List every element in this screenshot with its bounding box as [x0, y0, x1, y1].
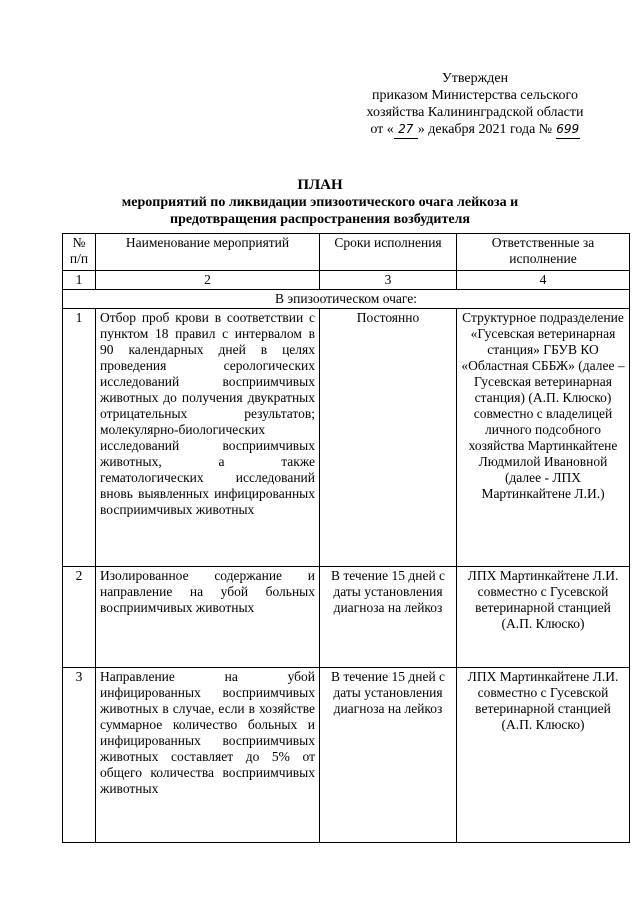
section-row	[63, 290, 630, 309]
row-action: Изолированное содержание и направление на убой больных восприимчивых животных	[96, 567, 320, 668]
table-header-row	[63, 234, 630, 271]
approval-line-1: Утвержден	[441, 71, 509, 86]
row-number: 2	[63, 567, 96, 668]
row-responsible: ЛПХ Мартинкайтене Л.И. совместно с Гусевской ветеринарной станцией (А.П. Клюско)	[457, 668, 630, 843]
approval-line-3: хозяйства Калининградской области	[366, 105, 584, 120]
table-row	[63, 668, 630, 843]
row-term: Постоянно	[320, 309, 457, 567]
date-day-handwritten: 27	[394, 121, 418, 139]
approval-block	[340, 70, 610, 139]
plan-title: ПЛАН	[297, 177, 343, 193]
order-number-handwritten: 699	[556, 121, 580, 139]
measures-table	[62, 233, 630, 843]
header-term: Сроки исполнения	[320, 234, 457, 271]
plan-subtitle: мероприятий по ликвидации эпизоотического очага лейкоза и предотвращения распространения возбудителя	[121, 195, 519, 227]
header-responsible: Ответственные за исполнение	[457, 234, 630, 271]
approval-line-2: приказом Министерства сельского	[372, 88, 578, 103]
row-number: 1	[63, 309, 96, 567]
column-number-row	[63, 271, 630, 290]
header-number: № п/п	[63, 234, 96, 271]
column-number: 3	[320, 271, 457, 290]
row-term: В течение 15 дней с даты установления диагноза на лейкоз	[320, 668, 457, 843]
row-action: Направление на убой инфицированных восприимчивых животных в случае, если в хозяйстве суммарное количество больных и инфицированных восприимчивых животных составляет до 5% от общего количества восприимчивых животных	[96, 668, 320, 843]
row-responsible: Структурное подразделение «Гусевская ветеринарная станция» ГБУВ КО «Областная СББЖ» (далее – Гусевская ветеринарная станция) (А.П. Клюско) совместно с владелицей личного подсобного хозяйства Мартинкайтене Людмилой Ивановной (далее - ЛПХ Мартинкайтене Л.И.)	[457, 309, 630, 567]
column-number: 2	[96, 271, 320, 290]
header-action: Наименование мероприятий	[96, 234, 320, 271]
table-row	[63, 567, 630, 668]
table-row	[63, 309, 630, 567]
row-action: Отбор проб крови в соответствии с пунктом 18 правил с интервалом в 90 календарных дней в целях проведения серологических исследований восприимчивых животных до получения двукратных отрицательных результатов; молекулярно-биологических исследований восприимчивых животных, а также гематологических исследований вновь выявленных инфицированных восприимчивых животных	[96, 309, 320, 567]
column-number: 4	[457, 271, 630, 290]
section-heading: В эпизоотическом очаге:	[63, 290, 630, 309]
row-term: В течение 15 дней с даты установления диагноза на лейкоз	[320, 567, 457, 668]
column-number: 1	[63, 271, 96, 290]
row-number: 3	[63, 668, 96, 843]
approval-date-line	[340, 121, 610, 139]
row-responsible: ЛПХ Мартинкайтене Л.И. совместно с Гусевской ветеринарной станцией (А.П. Клюско)	[457, 567, 630, 668]
date-prefix: от «	[370, 122, 394, 137]
date-middle: » декабря 2021 года №	[417, 122, 553, 137]
